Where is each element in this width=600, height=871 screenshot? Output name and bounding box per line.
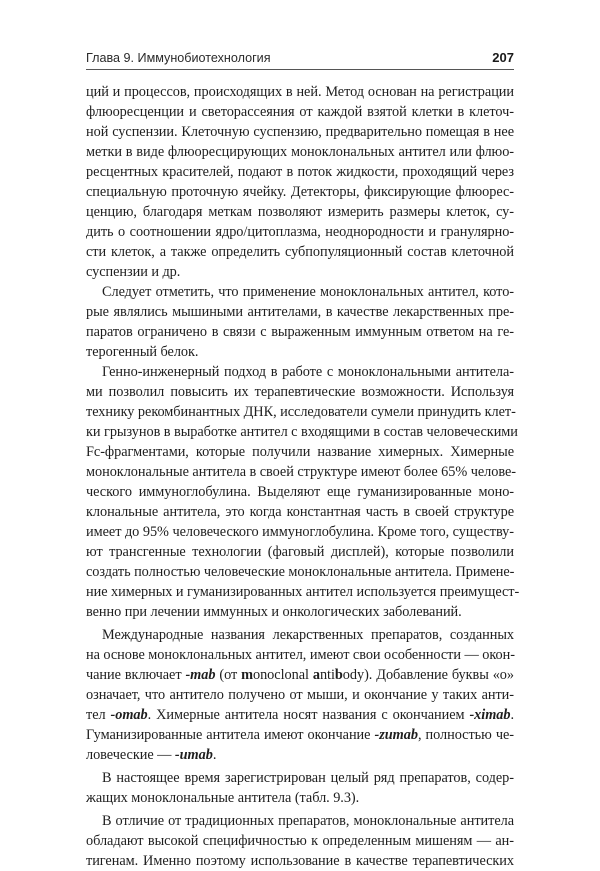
text-line: Следует отметить, что применение моноклональных антител, кото- bbox=[102, 284, 514, 300]
text-line: моноклональные антитела в своей структуре имеют более 65% челове- bbox=[86, 464, 516, 480]
letter-m: m bbox=[241, 667, 253, 683]
text-line: ресцентных красителей, подают в поток жидкости, проходящий через bbox=[86, 164, 514, 180]
text-line: сти клеток, а также определить субпопуляционный состав клеточной bbox=[86, 244, 514, 260]
text-line: обладают высокой специфичностью к определенным мишеням — ан- bbox=[86, 833, 514, 849]
paragraph-murine-antibodies bbox=[86, 282, 514, 362]
text-run: ловеческие — bbox=[86, 747, 175, 763]
suffix-ximab: -ximab bbox=[469, 707, 511, 723]
text-line: создать полностью человеческие моноклональные антитела. Примене- bbox=[86, 564, 515, 580]
text-line: ют трансгенные технологии (фаговый дисплей), которые позволили bbox=[86, 544, 514, 560]
text-line: флюоресценции и светорассеяния от каждой взятой клетки в клеточ- bbox=[86, 104, 514, 120]
text-run: . bbox=[212, 747, 217, 763]
text-line: означает, что антитело получено от мыши, и окончание у таких анти- bbox=[86, 687, 514, 703]
text-line: имеет до 95% человеческого иммуноглобулина. Кроме того, существу- bbox=[86, 524, 514, 540]
text-line: венно при лечении иммунных и онкологических заболеваний. bbox=[86, 604, 462, 620]
suffix-umab: -umab bbox=[174, 747, 213, 763]
suffix-omab: -omab bbox=[110, 707, 148, 723]
text-line bbox=[86, 705, 514, 725]
text-line: Генно-инженерный подход в работе с моноклональными антитела- bbox=[102, 364, 514, 380]
paragraph-flow-cytometry bbox=[86, 82, 514, 282]
text-line: ки грызунов в выработке антител с входящими в состав человеческими bbox=[86, 424, 518, 440]
text-line: Fc-фрагментами, которые получили название химерных. Химерные bbox=[86, 444, 514, 460]
text-line: ценцию, благодаря меткам позволяют измерить размеры клеток, су- bbox=[86, 204, 514, 220]
text-line: тигенам. Именно поэтому использование в качестве терапевтических bbox=[86, 853, 514, 869]
text-line bbox=[86, 725, 514, 745]
paragraph-specificity bbox=[86, 811, 514, 871]
text-line: Международные названия лекарственных препаратов, созданных bbox=[102, 627, 514, 643]
text-run: тел bbox=[86, 707, 111, 723]
header-rule bbox=[86, 69, 514, 70]
text-line bbox=[86, 665, 514, 685]
text-line: рые являлись мышиными антителами, в качестве лекарственных пре- bbox=[86, 304, 514, 320]
text-line bbox=[86, 745, 514, 765]
text-line: паратов ограничено в связи с выраженным иммунным ответом на ге- bbox=[86, 324, 514, 340]
chapter-title: Глава 9. Иммунобиотехнология bbox=[86, 51, 271, 65]
text-run: Гуманизированные антитела имеют окончание bbox=[86, 727, 375, 743]
letter-a: a bbox=[312, 667, 320, 683]
text-run: (от bbox=[215, 667, 242, 683]
text-line: В отличие от традиционных препаратов, моноклональные антитела bbox=[102, 813, 514, 829]
text-line: ческого иммуноглобулина. Выделяют еще гуманизированные моно- bbox=[86, 484, 514, 500]
text-line: В настоящее время зарегистрирован целый ряд препаратов, содер- bbox=[102, 770, 514, 786]
text-line: ние химерных и гуманизированных антител используется преимущест- bbox=[86, 584, 520, 600]
text-line: клональные антитела, это когда константная часть в своей структуре bbox=[86, 504, 514, 520]
body-text bbox=[86, 82, 520, 871]
text-line: технику рекомбинантных ДНК, исследователи сумели принудить клет- bbox=[86, 404, 516, 420]
text-line: метки в виде флюоресцирующих моноклональных антител или флюо- bbox=[86, 144, 514, 160]
text-line: ций и процессов, происходящих в ней. Метод основан на регистрации bbox=[86, 84, 514, 100]
page-number: 207 bbox=[492, 50, 514, 65]
text-run: onoclonal bbox=[252, 667, 313, 683]
text-line: ми позволил повысить их терапевтические возможности. Используя bbox=[86, 384, 514, 400]
text-run: . Химерные антитела носят названия с окончанием bbox=[147, 707, 470, 723]
text-run: чание включает bbox=[86, 667, 186, 683]
text-run: . bbox=[510, 707, 514, 723]
text-line: ной суспензии. Клеточную суспензию, предварительно помещая в нее bbox=[86, 124, 514, 140]
suffix-zumab: -zumab bbox=[374, 727, 418, 743]
text-line: суспензии и др. bbox=[86, 264, 181, 280]
text-run: nti bbox=[319, 667, 335, 683]
text-run: , полностью че- bbox=[417, 727, 514, 743]
text-line: дить о соотношении ядро/цитоплазма, неоднородности и гранулярно- bbox=[86, 224, 514, 240]
text-line: терогенный белок. bbox=[86, 344, 199, 360]
paragraph-naming-conventions bbox=[86, 625, 514, 765]
running-header bbox=[86, 50, 514, 65]
text-run: ody). Добавление буквы «о» bbox=[342, 667, 515, 683]
text-line: специальную проточную ячейку. Детекторы, фиксирующие флюорес- bbox=[86, 184, 514, 200]
paragraph-registered-drugs bbox=[86, 768, 514, 808]
text-line: жащих моноклональные антитела (табл. 9.3). bbox=[86, 790, 360, 806]
letter-b: b bbox=[334, 667, 343, 683]
text-line: на основе моноклональных антител, имеют свои особенности — окон- bbox=[86, 647, 515, 663]
paragraph-genetic-engineering bbox=[86, 362, 520, 622]
suffix-mab: -mab bbox=[185, 667, 216, 683]
